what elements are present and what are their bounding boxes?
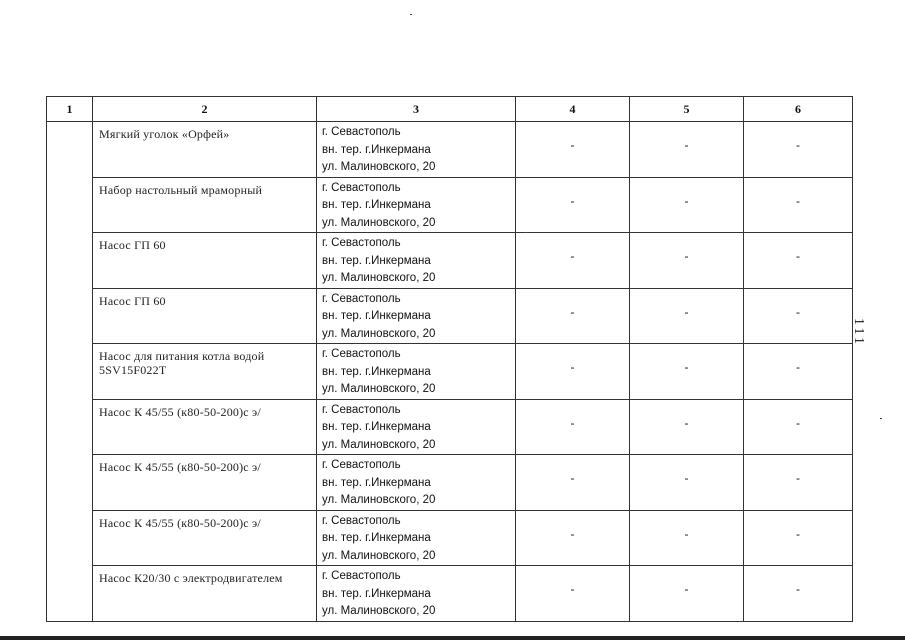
address-line: г. Севастополь bbox=[322, 237, 401, 249]
dash-value: - bbox=[570, 304, 575, 319]
column-header-3: 3 bbox=[317, 97, 516, 122]
dash-value: - bbox=[796, 138, 800, 152]
row-number-cell bbox=[47, 177, 93, 233]
address-line: ул. Малиновского, 20 bbox=[322, 605, 436, 617]
table-row bbox=[47, 455, 853, 511]
dash-value: - bbox=[796, 193, 800, 208]
address-line: ул. Малиновского, 20 bbox=[322, 327, 436, 340]
value-cell-c4 bbox=[516, 122, 630, 178]
address-line: ул. Малиновского, 20 bbox=[322, 216, 436, 229]
dash-value: - bbox=[796, 526, 800, 541]
item-name-cell bbox=[93, 510, 317, 566]
address-line: вн. тер. г.Инкермана bbox=[322, 143, 431, 156]
dash-value: - bbox=[570, 526, 575, 541]
column-header-2: 2 bbox=[93, 97, 317, 122]
item-address-cell bbox=[317, 233, 516, 289]
item-name: Насос ГП 60 bbox=[99, 293, 166, 308]
dash-value: - bbox=[570, 360, 575, 374]
table-row bbox=[47, 399, 853, 455]
item-address-cell bbox=[317, 288, 516, 344]
value-cell-c4 bbox=[516, 566, 630, 622]
value-cell-c6 bbox=[744, 566, 853, 622]
address-line: ул. Малиновского, 20 bbox=[322, 272, 436, 284]
value-cell-c5 bbox=[630, 177, 744, 233]
item-name: Насос К20/30 с электродвигателем bbox=[99, 571, 283, 585]
row-number-cell bbox=[47, 233, 93, 289]
address-line: вн. тер. г.Инкермана bbox=[322, 587, 431, 600]
item-address-cell bbox=[317, 510, 516, 566]
row-number-cell bbox=[47, 288, 93, 344]
address-line: г. Севастополь bbox=[322, 459, 401, 471]
value-cell-c5 bbox=[630, 344, 744, 400]
value-cell-c5 bbox=[630, 288, 744, 344]
row-number-cell bbox=[47, 510, 93, 566]
value-cell-c4 bbox=[516, 399, 630, 455]
address-line: вн. тер. г.Инкермана bbox=[322, 476, 431, 489]
scan-edge bbox=[0, 636, 905, 640]
value-cell-c4 bbox=[516, 177, 630, 233]
address-line: г. Севастополь bbox=[322, 514, 401, 527]
column-header-4: 4 bbox=[516, 97, 630, 122]
row-number-cell bbox=[47, 566, 93, 622]
address-line: вн. тер. г.Инкермана bbox=[322, 199, 431, 211]
scan-speck bbox=[410, 14, 412, 15]
item-name: Насос К 45/55 (к80-50-200)с э/ bbox=[99, 515, 261, 530]
address-line: г. Севастополь bbox=[322, 348, 401, 360]
item-name-cell bbox=[93, 455, 317, 511]
item-address-cell bbox=[317, 455, 516, 511]
dash-value: - bbox=[570, 582, 575, 596]
item-name-cell bbox=[93, 566, 317, 622]
value-cell-c6 bbox=[744, 510, 853, 566]
address-line: ул. Малиновского, 20 bbox=[322, 438, 436, 451]
item-name: Насос К 45/55 (к80-50-200)с э/ bbox=[99, 404, 261, 419]
address-line: г. Севастополь bbox=[322, 126, 401, 138]
item-name: Насос ГП 60 bbox=[99, 238, 166, 252]
address-line: ул. Малиновского, 20 bbox=[322, 494, 436, 506]
value-cell-c6 bbox=[744, 122, 853, 178]
table-row bbox=[47, 288, 853, 344]
address-line: вн. тер. г.Инкермана bbox=[322, 310, 431, 322]
column-header-1: 1 bbox=[47, 97, 93, 122]
table-header-row bbox=[47, 97, 853, 122]
dash-value: - bbox=[796, 415, 800, 430]
value-cell-c6 bbox=[744, 233, 853, 289]
address-line: ул. Малиновского, 20 bbox=[322, 549, 436, 562]
dash-value: - bbox=[570, 193, 575, 208]
row-number-cell bbox=[47, 344, 93, 400]
table-row bbox=[47, 510, 853, 566]
item-name-cell bbox=[93, 122, 317, 178]
dash-value: - bbox=[570, 249, 575, 263]
value-cell-c6 bbox=[744, 344, 853, 400]
item-name: Насос для питания котла водой 5SV15F022T bbox=[99, 349, 265, 377]
value-cell-c4 bbox=[516, 344, 630, 400]
value-cell-c4 bbox=[516, 233, 630, 289]
dash-value: - bbox=[796, 360, 800, 374]
address-line: вн. тер. г.Инкермана bbox=[322, 365, 431, 378]
item-name-cell bbox=[93, 233, 317, 289]
item-name: Мягкий уголок «Орфей» bbox=[99, 127, 230, 141]
value-cell-c6 bbox=[744, 288, 853, 344]
address-line: ул. Малиновского, 20 bbox=[322, 161, 436, 173]
value-cell-c5 bbox=[630, 122, 744, 178]
value-cell-c6 bbox=[744, 399, 853, 455]
dash-value: - bbox=[684, 193, 689, 208]
table-row bbox=[47, 233, 853, 289]
dash-value: - bbox=[684, 360, 689, 374]
value-cell-c5 bbox=[630, 566, 744, 622]
value-cell-c6 bbox=[744, 177, 853, 233]
dash-value: - bbox=[570, 138, 575, 152]
dash-value: - bbox=[570, 415, 575, 430]
dash-value: - bbox=[684, 526, 689, 541]
address-line: вн. тер. г.Инкермана bbox=[322, 532, 431, 544]
dash-value: - bbox=[796, 249, 800, 263]
value-cell-c5 bbox=[630, 233, 744, 289]
item-name-cell bbox=[93, 177, 317, 233]
row-number-cell bbox=[47, 455, 93, 511]
dash-value: - bbox=[684, 582, 689, 596]
table-row bbox=[47, 566, 853, 622]
item-name: Насос К 45/55 (к80-50-200)с э/ bbox=[99, 460, 261, 474]
item-name-cell bbox=[93, 344, 317, 400]
dash-value: - bbox=[796, 582, 800, 596]
table-body bbox=[47, 122, 853, 622]
scan-speck bbox=[880, 418, 882, 419]
value-cell-c4 bbox=[516, 455, 630, 511]
address-line: вн. тер. г.Инкермана bbox=[322, 421, 431, 433]
dash-value: - bbox=[684, 471, 689, 485]
item-address-cell bbox=[317, 566, 516, 622]
dash-value: - bbox=[796, 304, 800, 319]
item-address-cell bbox=[317, 177, 516, 233]
scan-speck bbox=[525, 232, 527, 233]
column-header-6: 6 bbox=[744, 97, 853, 122]
address-line: г. Севастополь bbox=[322, 181, 401, 194]
address-line: г. Севастополь bbox=[322, 403, 401, 416]
item-name: Набор настольный мраморный bbox=[99, 182, 263, 197]
row-number-cell bbox=[47, 122, 93, 178]
item-address-cell bbox=[317, 399, 516, 455]
dash-value: - bbox=[684, 249, 689, 263]
value-cell-c5 bbox=[630, 399, 744, 455]
address-line: г. Севастополь bbox=[322, 292, 401, 305]
dash-value: - bbox=[684, 415, 689, 430]
row-number-cell bbox=[47, 399, 93, 455]
table-row bbox=[47, 344, 853, 400]
dash-value: - bbox=[570, 471, 575, 485]
column-header-5: 5 bbox=[630, 97, 744, 122]
value-cell-c5 bbox=[630, 455, 744, 511]
value-cell-c6 bbox=[744, 455, 853, 511]
page-number: 111 bbox=[851, 318, 866, 347]
address-line: вн. тер. г.Инкермана bbox=[322, 254, 431, 267]
value-cell-c5 bbox=[630, 510, 744, 566]
inventory-table bbox=[46, 96, 853, 622]
dash-value: - bbox=[796, 471, 800, 485]
table-row bbox=[47, 122, 853, 178]
address-line: ул. Малиновского, 20 bbox=[322, 383, 436, 395]
table-row bbox=[47, 177, 853, 233]
address-line: г. Севастополь bbox=[322, 570, 401, 582]
dash-value: - bbox=[684, 138, 689, 152]
item-name-cell bbox=[93, 288, 317, 344]
dash-value: - bbox=[684, 304, 689, 319]
item-name-cell bbox=[93, 399, 317, 455]
value-cell-c4 bbox=[516, 510, 630, 566]
value-cell-c4 bbox=[516, 288, 630, 344]
item-address-cell bbox=[317, 344, 516, 400]
item-address-cell bbox=[317, 122, 516, 178]
